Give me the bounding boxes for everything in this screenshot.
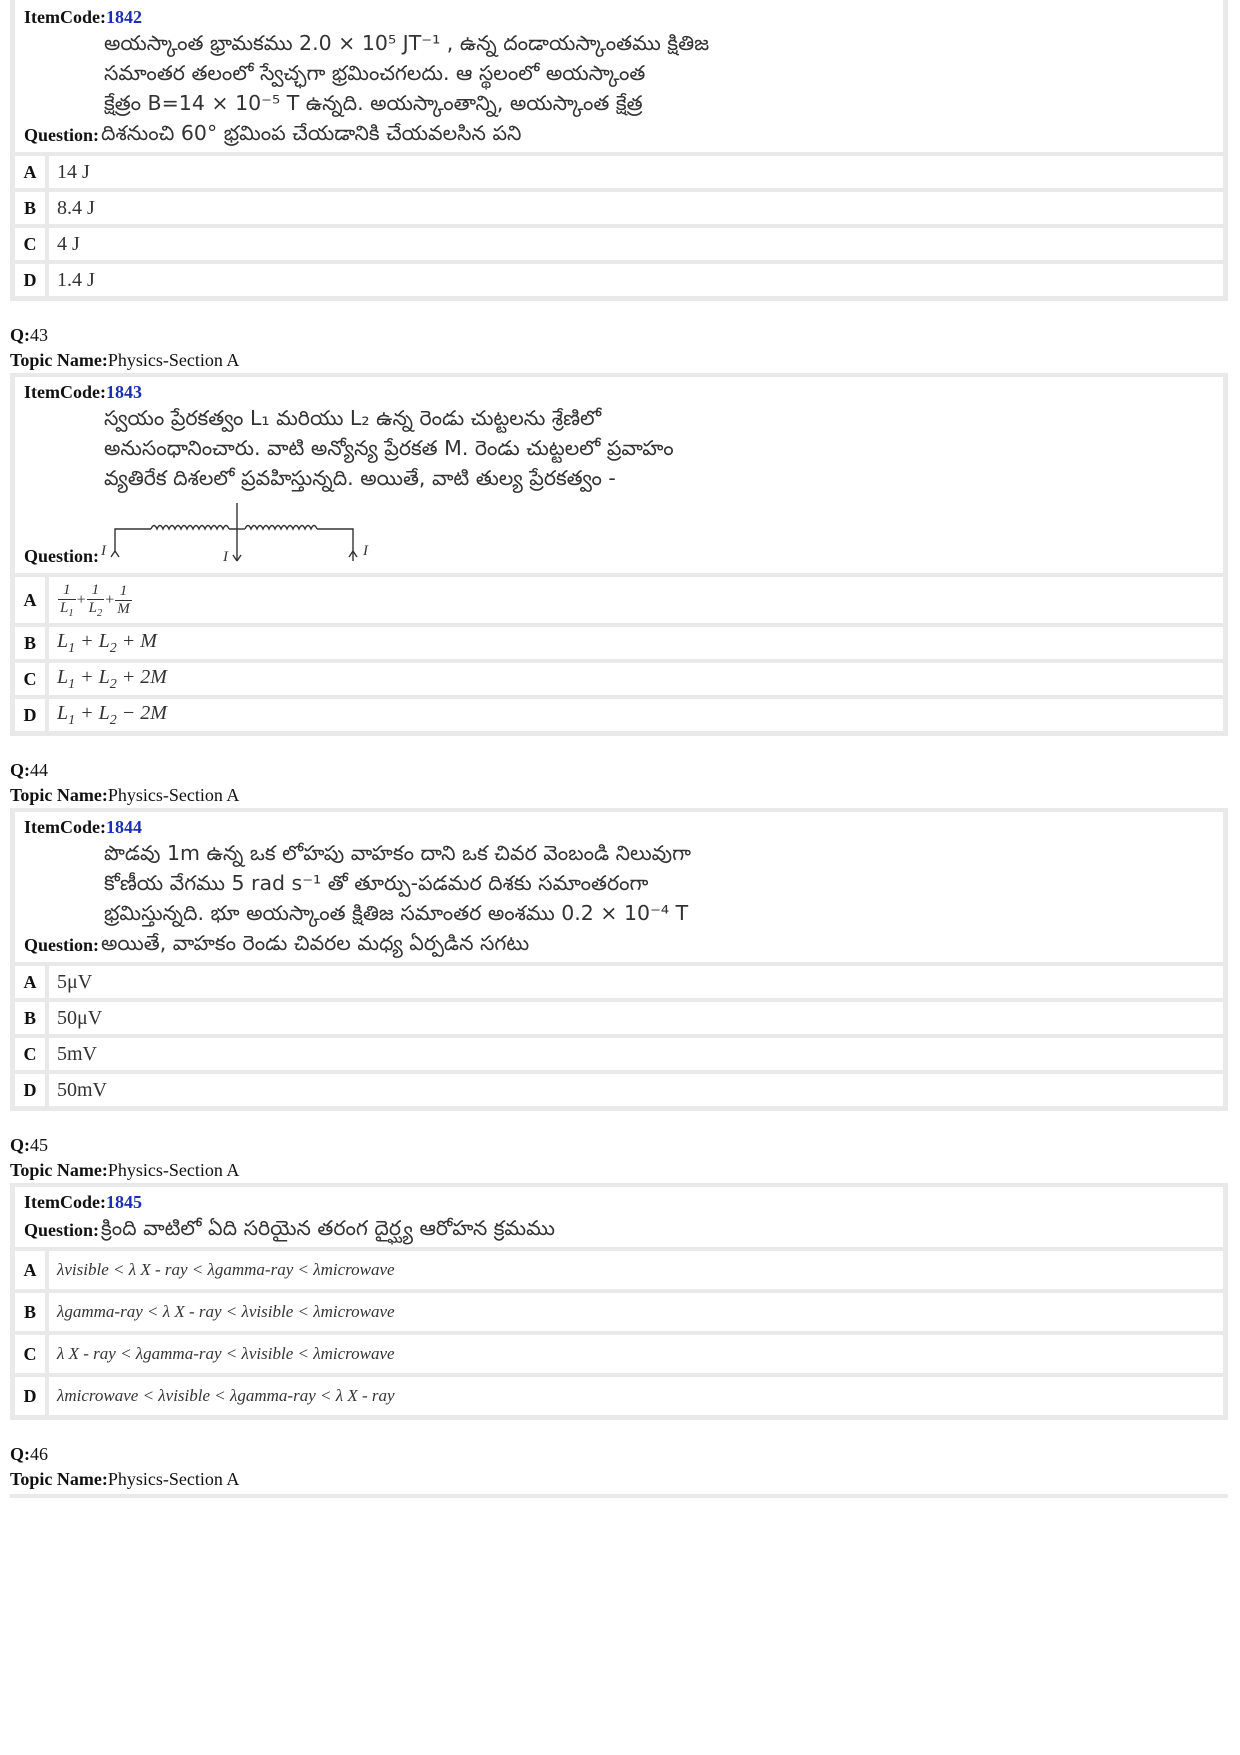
q-label: Q: — [10, 1135, 30, 1155]
option-b[interactable] — [15, 188, 1223, 224]
item-code-label: ItemCode: — [24, 382, 106, 402]
option-text: $L_1 + L_2 + 2M$ — [57, 665, 167, 692]
q-label: Q: — [10, 760, 30, 780]
option-letter: A — [15, 966, 49, 998]
option-text: 50mV — [57, 1078, 107, 1101]
question-line: దిశనుంచి 60° భ్రమింప చేయడానికి చేయవలసిన పని — [101, 121, 522, 145]
item-code-value: 1842 — [105, 7, 142, 27]
option-text: 14 J — [57, 160, 90, 183]
option-a[interactable] — [15, 962, 1223, 998]
item-code — [24, 816, 1215, 838]
question-header-43 — [10, 323, 1228, 373]
item-code — [24, 6, 1215, 28]
option-letter: A — [15, 577, 49, 623]
topic-name: Physics-Section A — [107, 1160, 240, 1180]
topic-name: Physics-Section A — [107, 1469, 240, 1489]
current-label: I — [363, 543, 369, 559]
item-code-value: 1844 — [105, 817, 142, 837]
option-text: $\frac{1}{L_1}$ + $\frac{1}{L_2}$ + $\frac{1}{M}$ — [60, 581, 130, 619]
question-page — [10, 0, 1228, 1498]
option-letter: D — [15, 264, 49, 296]
item-code-label: ItemCode: — [24, 7, 106, 27]
question-line: సమాంతర తలంలో స్వేచ్ఛగా భ్రమించగలదు. ఆ స్థలంలో అయస్కాంత — [104, 61, 646, 85]
option-text: 5mV — [57, 1042, 97, 1065]
question-body — [15, 1187, 1223, 1247]
question-body — [15, 377, 1223, 573]
question-header-45 — [10, 1133, 1228, 1183]
q-label: Q: — [10, 325, 30, 345]
current-label: I — [223, 549, 229, 565]
question-row — [24, 1213, 1215, 1243]
q-number: 44 — [30, 760, 48, 780]
option-text: 8.4 J — [57, 196, 95, 219]
option-text: 1.4 J — [57, 268, 95, 291]
topic-label: Topic Name: — [10, 785, 108, 805]
option-d[interactable] — [15, 1373, 1223, 1415]
option-letter: A — [15, 156, 49, 188]
option-b[interactable] — [15, 1289, 1223, 1331]
option-letter: B — [15, 1293, 49, 1331]
question-box-1842 — [10, 0, 1228, 301]
question-label: Question: — [24, 935, 100, 955]
topic-name: Physics-Section A — [107, 785, 240, 805]
option-a[interactable] — [15, 1247, 1223, 1289]
question-line: స్వయం ప్రేరకత్వం L₁ మరియు L₂ ఉన్న రెండు చుట్టలను శ్రేణిలో — [104, 406, 602, 430]
option-letter: C — [15, 228, 49, 260]
option-letter: C — [15, 663, 49, 695]
question-line: భ్రమిస్తున్నది. భూ అయస్కాంత క్షితిజ సమాంతర అంశము 0.2 × 10⁻⁴ T — [104, 901, 689, 925]
topic-label: Topic Name: — [10, 1469, 108, 1489]
question-body — [15, 812, 1223, 962]
question-line: పొడవు 1m ఉన్న ఒక లోహపు వాహకం దాని ఒక చివర వెంబండి నిలువుగా — [104, 841, 692, 865]
coil-circuit-diagram — [101, 499, 401, 569]
option-letter: A — [15, 1251, 49, 1289]
q-number: 45 — [30, 1135, 48, 1155]
option-d[interactable] — [15, 695, 1223, 731]
question-line: క్షేత్రం B=14 × 10⁻⁵ T ఉన్నది. అయస్కాంతాన్ని, అయస్కాంత క్షేత్ర — [104, 91, 643, 115]
option-letter: B — [15, 627, 49, 659]
question-line: వ్యతిరేక దిశలలో ప్రవహిస్తున్నది. అయితే, వాటి తుల్య ప్రేరకత్వం - — [104, 466, 616, 490]
option-text: 4 J — [57, 232, 80, 255]
option-text: λmicrowave < λvisible < λgamma-ray < λ X - ray — [57, 1386, 395, 1405]
question-box-1846-top — [10, 1494, 1228, 1498]
option-text: λgamma-ray < λ X - ray < λvisible < λmicrowave — [57, 1302, 395, 1321]
option-letter: D — [15, 1074, 49, 1106]
topic-name: Physics-Section A — [107, 350, 240, 370]
option-a[interactable] — [15, 152, 1223, 188]
option-d[interactable] — [15, 260, 1223, 296]
q-number: 46 — [30, 1444, 48, 1464]
option-c[interactable] — [15, 659, 1223, 695]
question-box-1843 — [10, 373, 1228, 736]
topic-label: Topic Name: — [10, 350, 108, 370]
question-line: అయస్కాంత భ్రామకము 2.0 × 10⁵ JT⁻¹ , ఉన్న దండాయస్కాంతము క్షితిజ — [104, 31, 710, 55]
question-row — [24, 928, 1215, 958]
topic-label: Topic Name: — [10, 1160, 108, 1180]
item-code — [24, 381, 1215, 403]
item-code-label: ItemCode: — [24, 817, 106, 837]
option-letter: B — [15, 1002, 49, 1034]
item-code-label: ItemCode: — [24, 1192, 106, 1212]
option-letter: D — [15, 699, 49, 731]
question-header-44 — [10, 758, 1228, 808]
item-code — [24, 1191, 1215, 1213]
option-letter: C — [15, 1038, 49, 1070]
q-number: 43 — [30, 325, 48, 345]
question-line: అనుసంధానించారు. వాటి అన్యోన్య ప్రేరకత M. రెండు చుట్టలలో ప్రవాహం — [104, 436, 674, 460]
question-label: Question: — [24, 125, 100, 145]
question-label: Question: — [24, 546, 100, 566]
question-row — [24, 118, 1215, 148]
option-text: $L_1 + L_2 - 2M$ — [57, 701, 167, 728]
option-c[interactable] — [15, 1331, 1223, 1373]
option-c[interactable] — [15, 1034, 1223, 1070]
question-line: క్రింది వాటిలో ఏది సరియైన తరంగ దైర్ఘ్య ఆరోహన క్రమము — [101, 1216, 555, 1240]
question-box-1845 — [10, 1183, 1228, 1420]
option-d[interactable] — [15, 1070, 1223, 1106]
option-text: 50μV — [57, 1006, 103, 1029]
option-text: 5μV — [57, 970, 93, 993]
item-code-value: 1843 — [105, 382, 142, 402]
option-a[interactable] — [15, 573, 1223, 623]
q-label: Q: — [10, 1444, 30, 1464]
option-text: λvisible < λ X - ray < λgamma-ray < λmicrowave — [57, 1260, 395, 1279]
option-letter: D — [15, 1377, 49, 1415]
question-box-1844 — [10, 808, 1228, 1111]
question-label: Question: — [24, 1220, 100, 1240]
option-text: $L_1 + L_2 + M$ — [57, 629, 157, 656]
option-text: λ X - ray < λgamma-ray < λvisible < λmicrowave — [57, 1344, 395, 1363]
question-line: కోణీయ వేగము 5 rad s⁻¹ తో తూర్పు-పడమర దిశకు సమాంతరంగా — [104, 871, 649, 895]
current-label: I — [101, 543, 107, 559]
option-letter: C — [15, 1335, 49, 1373]
question-line: అయితే, వాహకం రెండు చివరల మధ్య ఏర్పడిన సగటు — [101, 931, 530, 955]
question-header-46 — [10, 1442, 1228, 1492]
option-b[interactable] — [15, 623, 1223, 659]
option-letter: B — [15, 192, 49, 224]
question-row — [24, 499, 1215, 569]
question-body — [15, 0, 1223, 152]
item-code-value: 1845 — [105, 1192, 142, 1212]
option-b[interactable] — [15, 998, 1223, 1034]
option-c[interactable] — [15, 224, 1223, 260]
